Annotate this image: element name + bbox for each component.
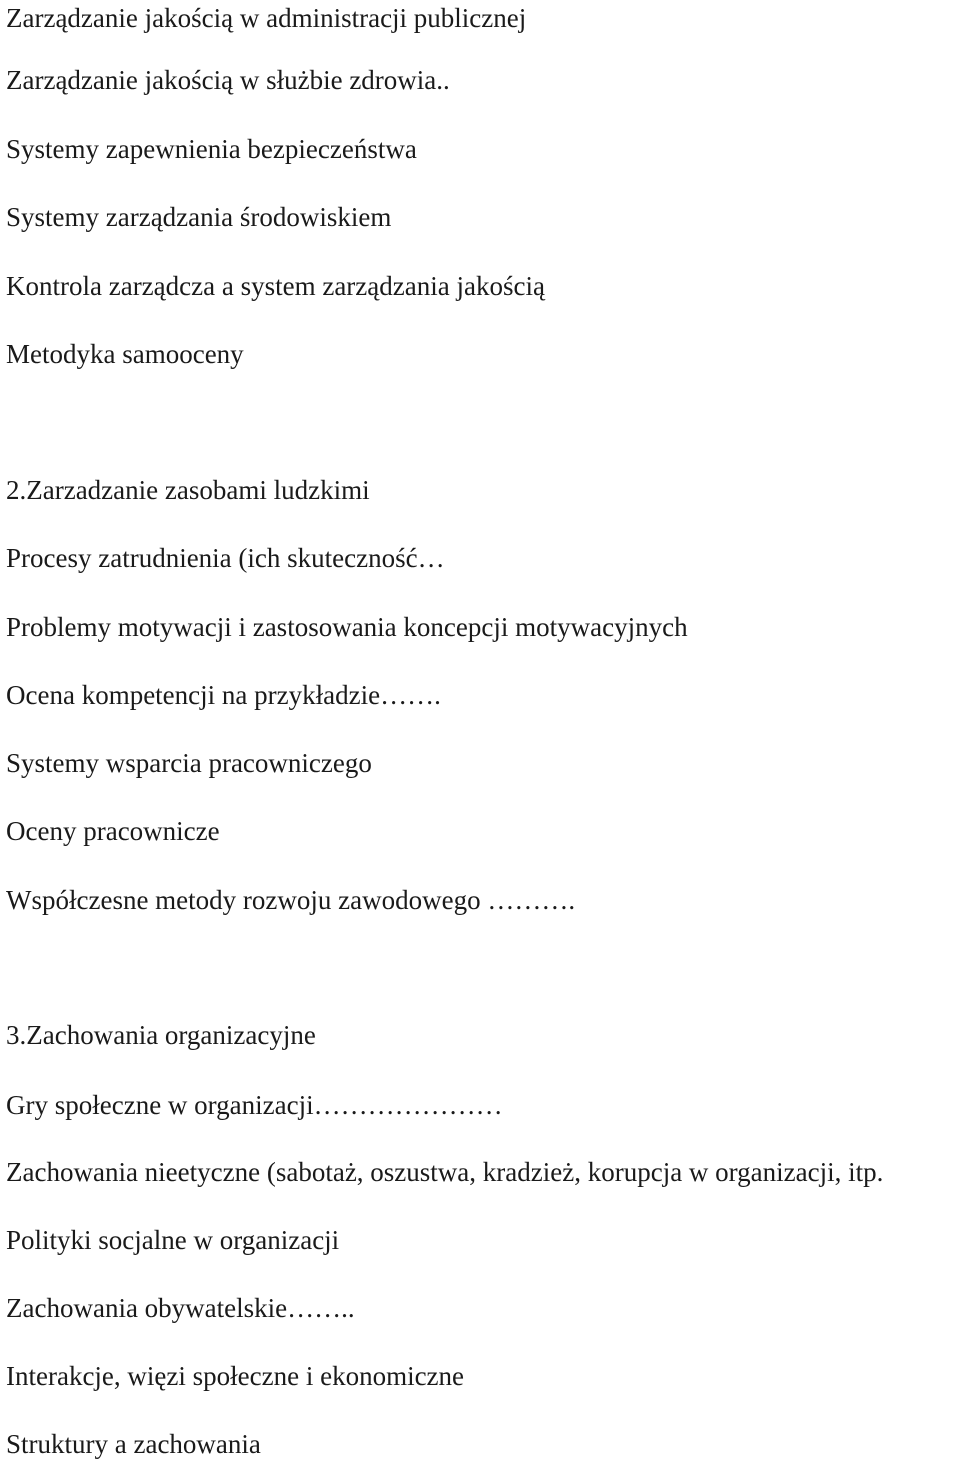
section-heading: 2.Zarzadzanie zasobami ludzkimi — [6, 475, 370, 505]
list-item: Polityki socjalne w organizacji — [6, 1225, 340, 1255]
list-item: Zachowania obywatelskie…….. — [6, 1293, 355, 1323]
list-item: Metodyka samooceny — [6, 339, 244, 369]
list-item: Ocena kompetencji na przykładzie……. — [6, 680, 441, 710]
list-item: Procesy zatrudnienia (ich skuteczność… — [6, 543, 445, 573]
section-heading: 3.Zachowania organizacyjne — [6, 1020, 316, 1050]
list-item: Interakcje, więzi społeczne i ekonomiczne — [6, 1361, 465, 1391]
list-item: Systemy zarządzania środowiskiem — [6, 202, 392, 232]
list-item: Systemy wsparcia pracowniczego — [6, 748, 372, 778]
list-item: Zachowania nieetyczne (sabotaż, oszustwa, kradzież, korupcja w organizacji, itp. — [6, 1157, 884, 1187]
list-item: Gry społeczne w organizacji………………… — [6, 1090, 503, 1120]
list-item: Zarządzanie jakością w służbie zdrowia.. — [6, 65, 450, 95]
list-item: Struktury a zachowania — [6, 1429, 261, 1459]
list-item: Systemy zapewnienia bezpieczeństwa — [6, 134, 417, 164]
list-item: Współczesne metody rozwoju zawodowego ………. — [6, 885, 576, 915]
list-item: Oceny pracownicze — [6, 816, 220, 846]
list-item: Kontrola zarządcza a system zarządzania jakością — [6, 271, 545, 301]
list-item: Problemy motywacji i zastosowania koncepcji motywacyjnych — [6, 612, 688, 642]
list-item: Zarządzanie jakością w administracji publicznej — [6, 3, 527, 33]
